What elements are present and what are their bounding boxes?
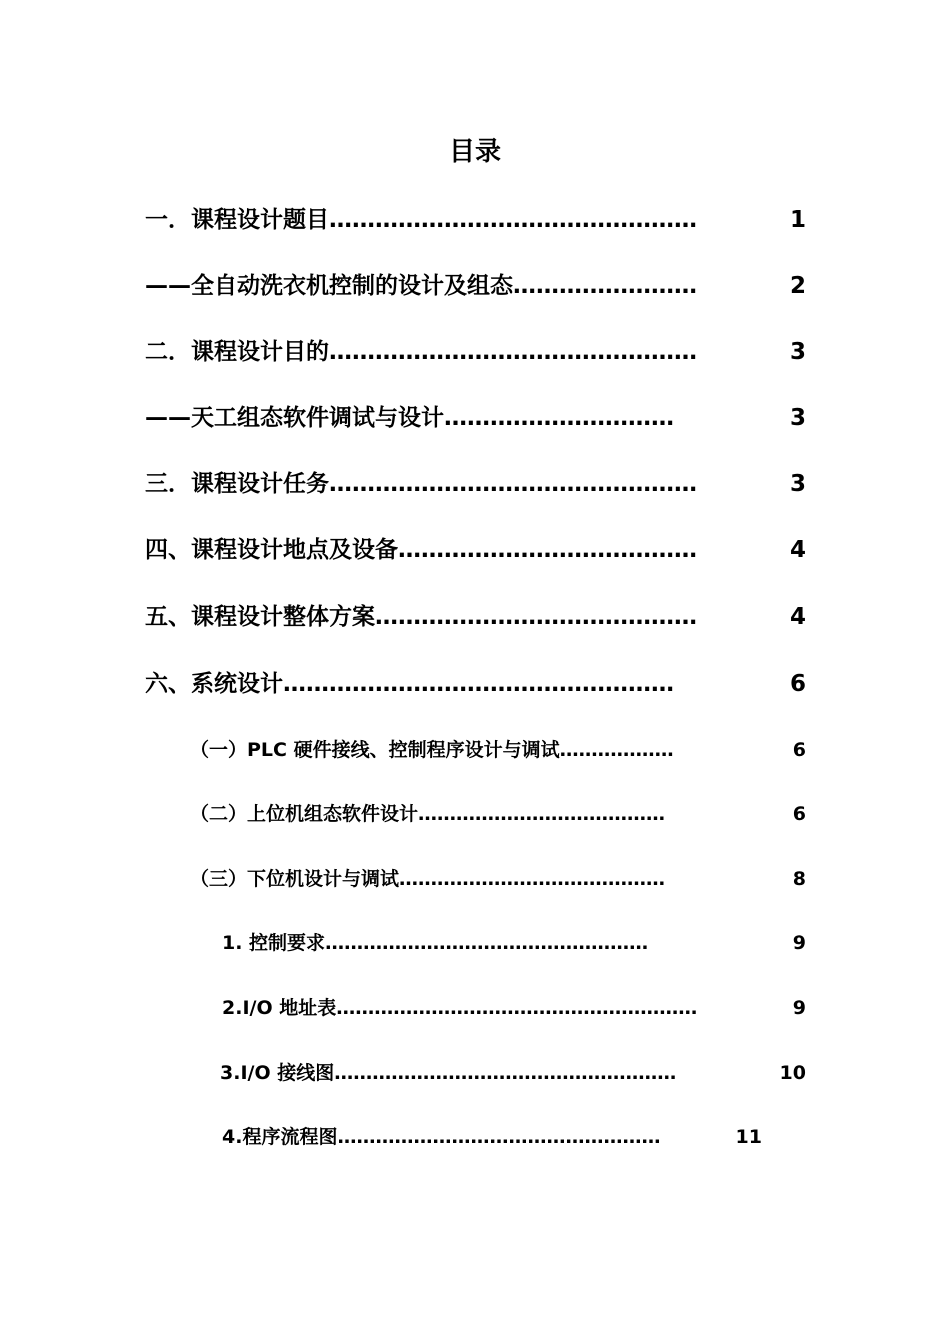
toc-entry-9[interactable] (190, 733, 806, 767)
toc-entry-label: 五、课程设计整体方案 (145, 604, 375, 630)
toc-entry-label: 4.程序流程图 (222, 1126, 338, 1148)
toc-page-number: 6 (792, 803, 806, 825)
toc-entry-13[interactable] (222, 991, 806, 1025)
toc-leader: …………………………………………… (325, 932, 649, 954)
toc-leader: ………………………… (444, 405, 674, 431)
toc-entry-label: 1. 控制要求 (222, 932, 326, 954)
toc-leader: ………………………………………………… (336, 997, 698, 1019)
toc-page-number: 11 (735, 1126, 762, 1148)
toc-entry-8[interactable] (145, 664, 806, 704)
toc-entry-10[interactable] (190, 797, 806, 831)
toc-page-number: 8 (792, 868, 806, 890)
toc-entry-4[interactable] (145, 398, 806, 438)
toc-entry-6[interactable] (145, 530, 806, 570)
toc-leader: …………………………………… (375, 604, 697, 630)
toc-entry-label: （一）PLC 硬件接线、控制程序设计与调试 (190, 739, 560, 761)
toc-entry-3[interactable] (145, 332, 806, 372)
toc-leader: ………………………………… (418, 803, 666, 825)
toc-page-number: 2 (789, 273, 806, 299)
toc-leader: …………………………………………… (337, 1126, 661, 1148)
toc-page-number: 4 (789, 604, 806, 630)
toc-leader: ………………………………… (398, 537, 697, 563)
toc-page-number: 6 (789, 671, 806, 697)
toc-entry-14[interactable] (220, 1056, 806, 1090)
toc-page-number: 3 (789, 339, 806, 365)
toc-leader: ………………………………………… (329, 207, 697, 233)
toc-page-number: 3 (789, 405, 806, 431)
toc-page-number: 9 (792, 997, 806, 1019)
toc-entry-1[interactable] (145, 200, 806, 240)
toc-leader: …………………………………………… (283, 671, 674, 697)
toc-entry-label: 三．课程设计任务 (145, 471, 329, 497)
toc-page-number: 4 (789, 537, 806, 563)
toc-page-number: 6 (792, 739, 806, 761)
toc-entry-label: 四、课程设计地点及设备 (145, 537, 398, 563)
toc-page-number: 1 (789, 207, 806, 233)
toc-entry-7[interactable] (145, 597, 806, 637)
toc-leader: ………………………………………… (329, 471, 697, 497)
toc-entry-label: 六、系统设计 (145, 671, 283, 697)
toc-entry-label: 二．课程设计目的 (145, 339, 329, 365)
toc-leader: ……………………………………………… (334, 1062, 677, 1084)
toc-entry-5[interactable] (145, 464, 806, 504)
toc-leader: ……………… (559, 739, 674, 761)
toc-leader: …………………… (513, 273, 697, 299)
toc-entry-label: （二）上位机组态软件设计 (190, 803, 419, 825)
toc-page-number: 3 (789, 471, 806, 497)
toc-entry-2[interactable] (145, 266, 806, 306)
toc-entry-label: 3.I/O 接线图 (220, 1062, 335, 1084)
toc-entry-11[interactable] (190, 862, 806, 896)
toc-page-number: 10 (779, 1062, 806, 1084)
toc-entry-label: 2.I/O 地址表 (222, 997, 337, 1019)
toc-entry-label: （三）下位机设计与调试 (190, 868, 400, 890)
toc-entry-12[interactable] (222, 926, 806, 960)
toc-entry-label: ——全自动洗衣机控制的设计及组态 (145, 273, 513, 299)
toc-entry-15[interactable] (222, 1120, 762, 1154)
toc-entry-label: ——天工组态软件调试与设计 (145, 405, 444, 431)
toc-leader: ………………………………………… (329, 339, 697, 365)
toc-title: 目录 (448, 137, 501, 167)
toc-entry-label: 一．课程设计题目 (145, 207, 329, 233)
toc-page-number: 9 (792, 932, 806, 954)
toc-leader: …………………………………… (399, 868, 666, 890)
